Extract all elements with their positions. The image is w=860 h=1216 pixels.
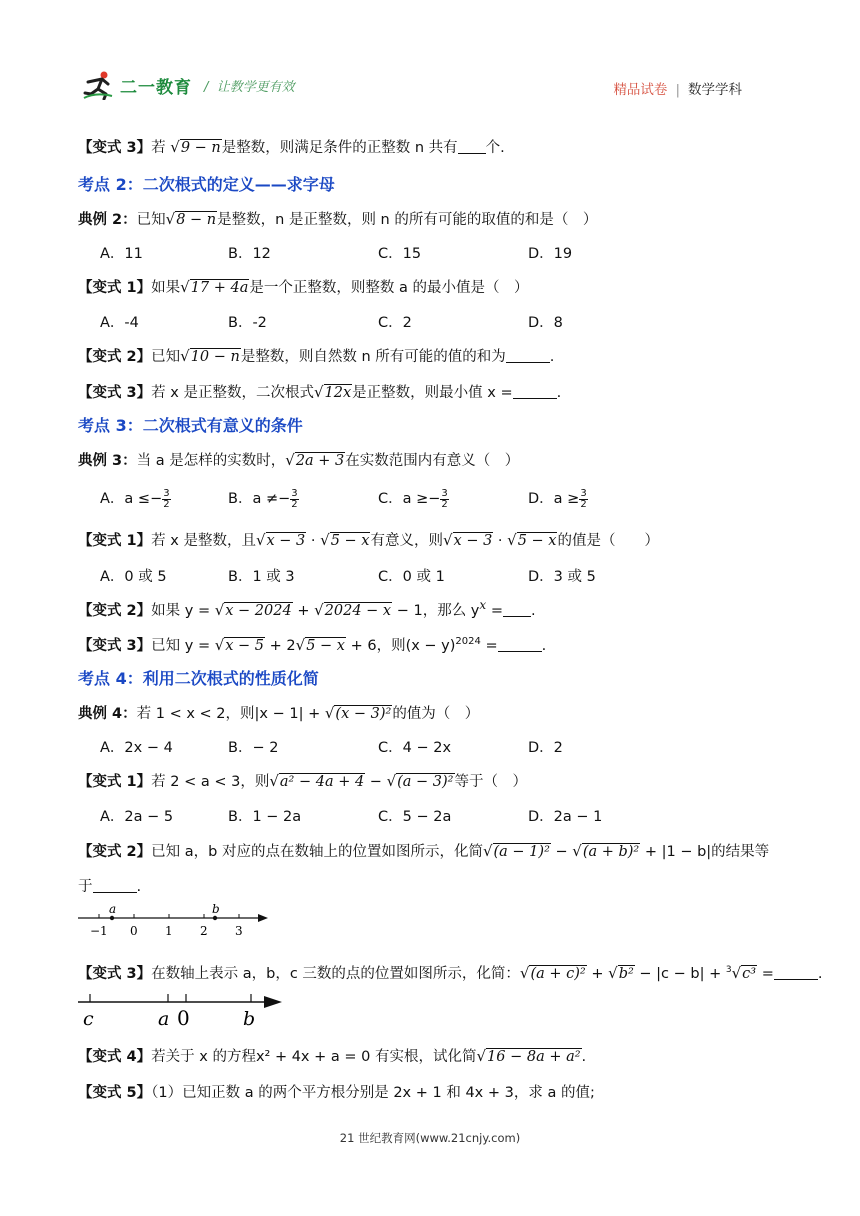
answer-blank[interactable]: [513, 384, 557, 399]
variant-4-5-question: 【变式 5】（1）已知正数 a 的两个平方根分别是 2x + 1 和 4x + 3，求 a 的值;: [78, 1085, 595, 1101]
option-c[interactable]: C．5 − 2a: [378, 809, 452, 825]
tick-label: 1: [165, 924, 173, 938]
point-label-a: a: [109, 904, 117, 916]
logo-slogan: / 让教学更有效: [204, 79, 295, 95]
option-a[interactable]: A．0 或 5: [100, 569, 167, 585]
option-a[interactable]: A．-4: [100, 315, 139, 331]
answer-blank[interactable]: [93, 878, 137, 893]
option-d[interactable]: D．2a − 1: [528, 809, 603, 825]
variant-4-4-question: 【变式 4】若关于 x 的方程x² + 4x + a = 0 有实根，试化简√16 − 8a + a².: [78, 1047, 587, 1065]
variant-4-2-question: 【变式 2】已知 a，b 对应的点在数轴上的位置如图所示，化简√(a − 1)² − √(a + b)² + |1 − b|的结果等: [78, 842, 770, 860]
tick-label: −1: [90, 924, 108, 938]
example-3-question: 典例 3：当 a 是怎样的实数时，√2a + 3在实数范围内有意义（ ）: [78, 451, 520, 469]
header-separator: |: [675, 82, 680, 98]
variant-3-2-question: 【变式 2】如果 y = √x − 2024 + √2024 − x − 1，那么 $y^x$ = .: [78, 598, 536, 619]
point-label-zero: 0: [177, 1006, 190, 1030]
option-d[interactable]: D．8: [528, 315, 563, 331]
point-label-a: a: [158, 1008, 170, 1030]
variant-2-1-question: 【变式 1】如果√17 + 4a是一个正整数，则整数 a 的最小值是（ ）: [78, 278, 529, 296]
tick-label: 2: [200, 924, 208, 938]
option-c[interactable]: C．0 或 1: [378, 569, 445, 585]
option-a[interactable]: A．2a − 5: [100, 809, 174, 825]
option-d[interactable]: D．a ≥ $\frac{3}{2}$: [528, 487, 587, 510]
answer-blank[interactable]: [503, 602, 531, 617]
point-label-b: b: [243, 1008, 256, 1030]
tick-label: 0: [130, 924, 138, 938]
variant-4-3-question: 【变式 3】在数轴上表示 a，b，c 三数的点的位置如图所示，化简：√(a + c)² + √b² − |c − b| + $^3$√c³ = .: [78, 964, 823, 982]
option-b[interactable]: B．− 2: [228, 740, 279, 756]
option-b[interactable]: B．a ≠− $\frac{3}{2}$: [228, 487, 298, 510]
logo-name: 二一教育: [120, 77, 192, 98]
subject-label: 数学学科: [688, 82, 742, 98]
logo: [82, 70, 295, 100]
tick-label: 3: [235, 924, 243, 938]
example-2-question: 典例 2：已知√8 − n是整数，n 是正整数，则 n 的所有可能的取值的和是（ ）: [78, 210, 598, 228]
point-label-c: c: [83, 1008, 94, 1030]
variant-4-2-continued: 于 .: [78, 879, 142, 895]
option-c[interactable]: C．2: [378, 315, 412, 331]
brand-label: 精品试卷: [613, 82, 668, 98]
option-c[interactable]: C．4 − 2x: [378, 740, 452, 756]
variant-3-3-question: 【变式 3】已知 y = √x − 5 + 2√5 − x + 6，则$(x - y)^{2024}$ = .: [78, 636, 547, 654]
point-label-b: b: [212, 904, 220, 916]
option-b[interactable]: B．-2: [228, 315, 267, 331]
example-4-question: 典例 4：若 1 < x < 2，则|x − 1| + √(x − 3)²的值为（ ）: [78, 704, 480, 722]
option-a[interactable]: A．a ≤− $\frac{3}{2}$: [100, 487, 170, 510]
section-2-title: 考点 2：二次根式的定义——求字母: [78, 175, 335, 194]
page-header: [82, 70, 742, 104]
variant-3-question: 【变式 3】若 √9 − n是整数，则满足条件的正整数 n 共有 个.: [78, 138, 505, 156]
variant-3-1-question: 【变式 1】若 x 是整数，且√x − 3 · √5 − x有意义，则√x − 3 · √5 − x的值是（ ）: [78, 531, 659, 549]
option-d[interactable]: D．19: [528, 246, 573, 262]
option-a[interactable]: A．2x − 4: [100, 740, 173, 756]
option-c[interactable]: C．15: [378, 246, 422, 262]
number-line-ab: [76, 904, 276, 940]
answer-blank[interactable]: [458, 139, 486, 154]
option-b[interactable]: B．12: [228, 246, 271, 262]
variant-2-3-question: 【变式 3】若 x 是正整数，二次根式√12x是正整数，则最小值 x = .: [78, 383, 562, 401]
section-3-title: 考点 3：二次根式有意义的条件: [78, 416, 303, 435]
option-b[interactable]: B．1 − 2a: [228, 809, 302, 825]
runner-logo-icon: [82, 70, 116, 100]
page-footer: 21 世纪教育网(www.21cnjy.com): [339, 1131, 521, 1145]
answer-blank[interactable]: [506, 348, 550, 363]
option-b[interactable]: B．1 或 3: [228, 569, 295, 585]
section-4-title: 考点 4：利用二次根式的性质化简: [78, 669, 319, 688]
option-d[interactable]: D．3 或 5: [528, 569, 596, 585]
answer-blank[interactable]: [774, 965, 818, 980]
variant-4-1-question: 【变式 1】若 2 < a < 3，则√a² − 4a + 4 − √(a − 3)²等于（ ）: [78, 772, 527, 790]
option-c[interactable]: C．a ≥− $\frac{3}{2}$: [378, 487, 448, 510]
option-d[interactable]: D．2: [528, 740, 563, 756]
option-a[interactable]: A．11: [100, 246, 143, 262]
header-right: [613, 78, 742, 98]
number-line-abc: [74, 990, 288, 1030]
variant-2-2-question: 【变式 2】已知√10 − n是整数，则自然数 n 所有可能的值的和为 .: [78, 347, 555, 365]
answer-blank[interactable]: [498, 637, 542, 652]
